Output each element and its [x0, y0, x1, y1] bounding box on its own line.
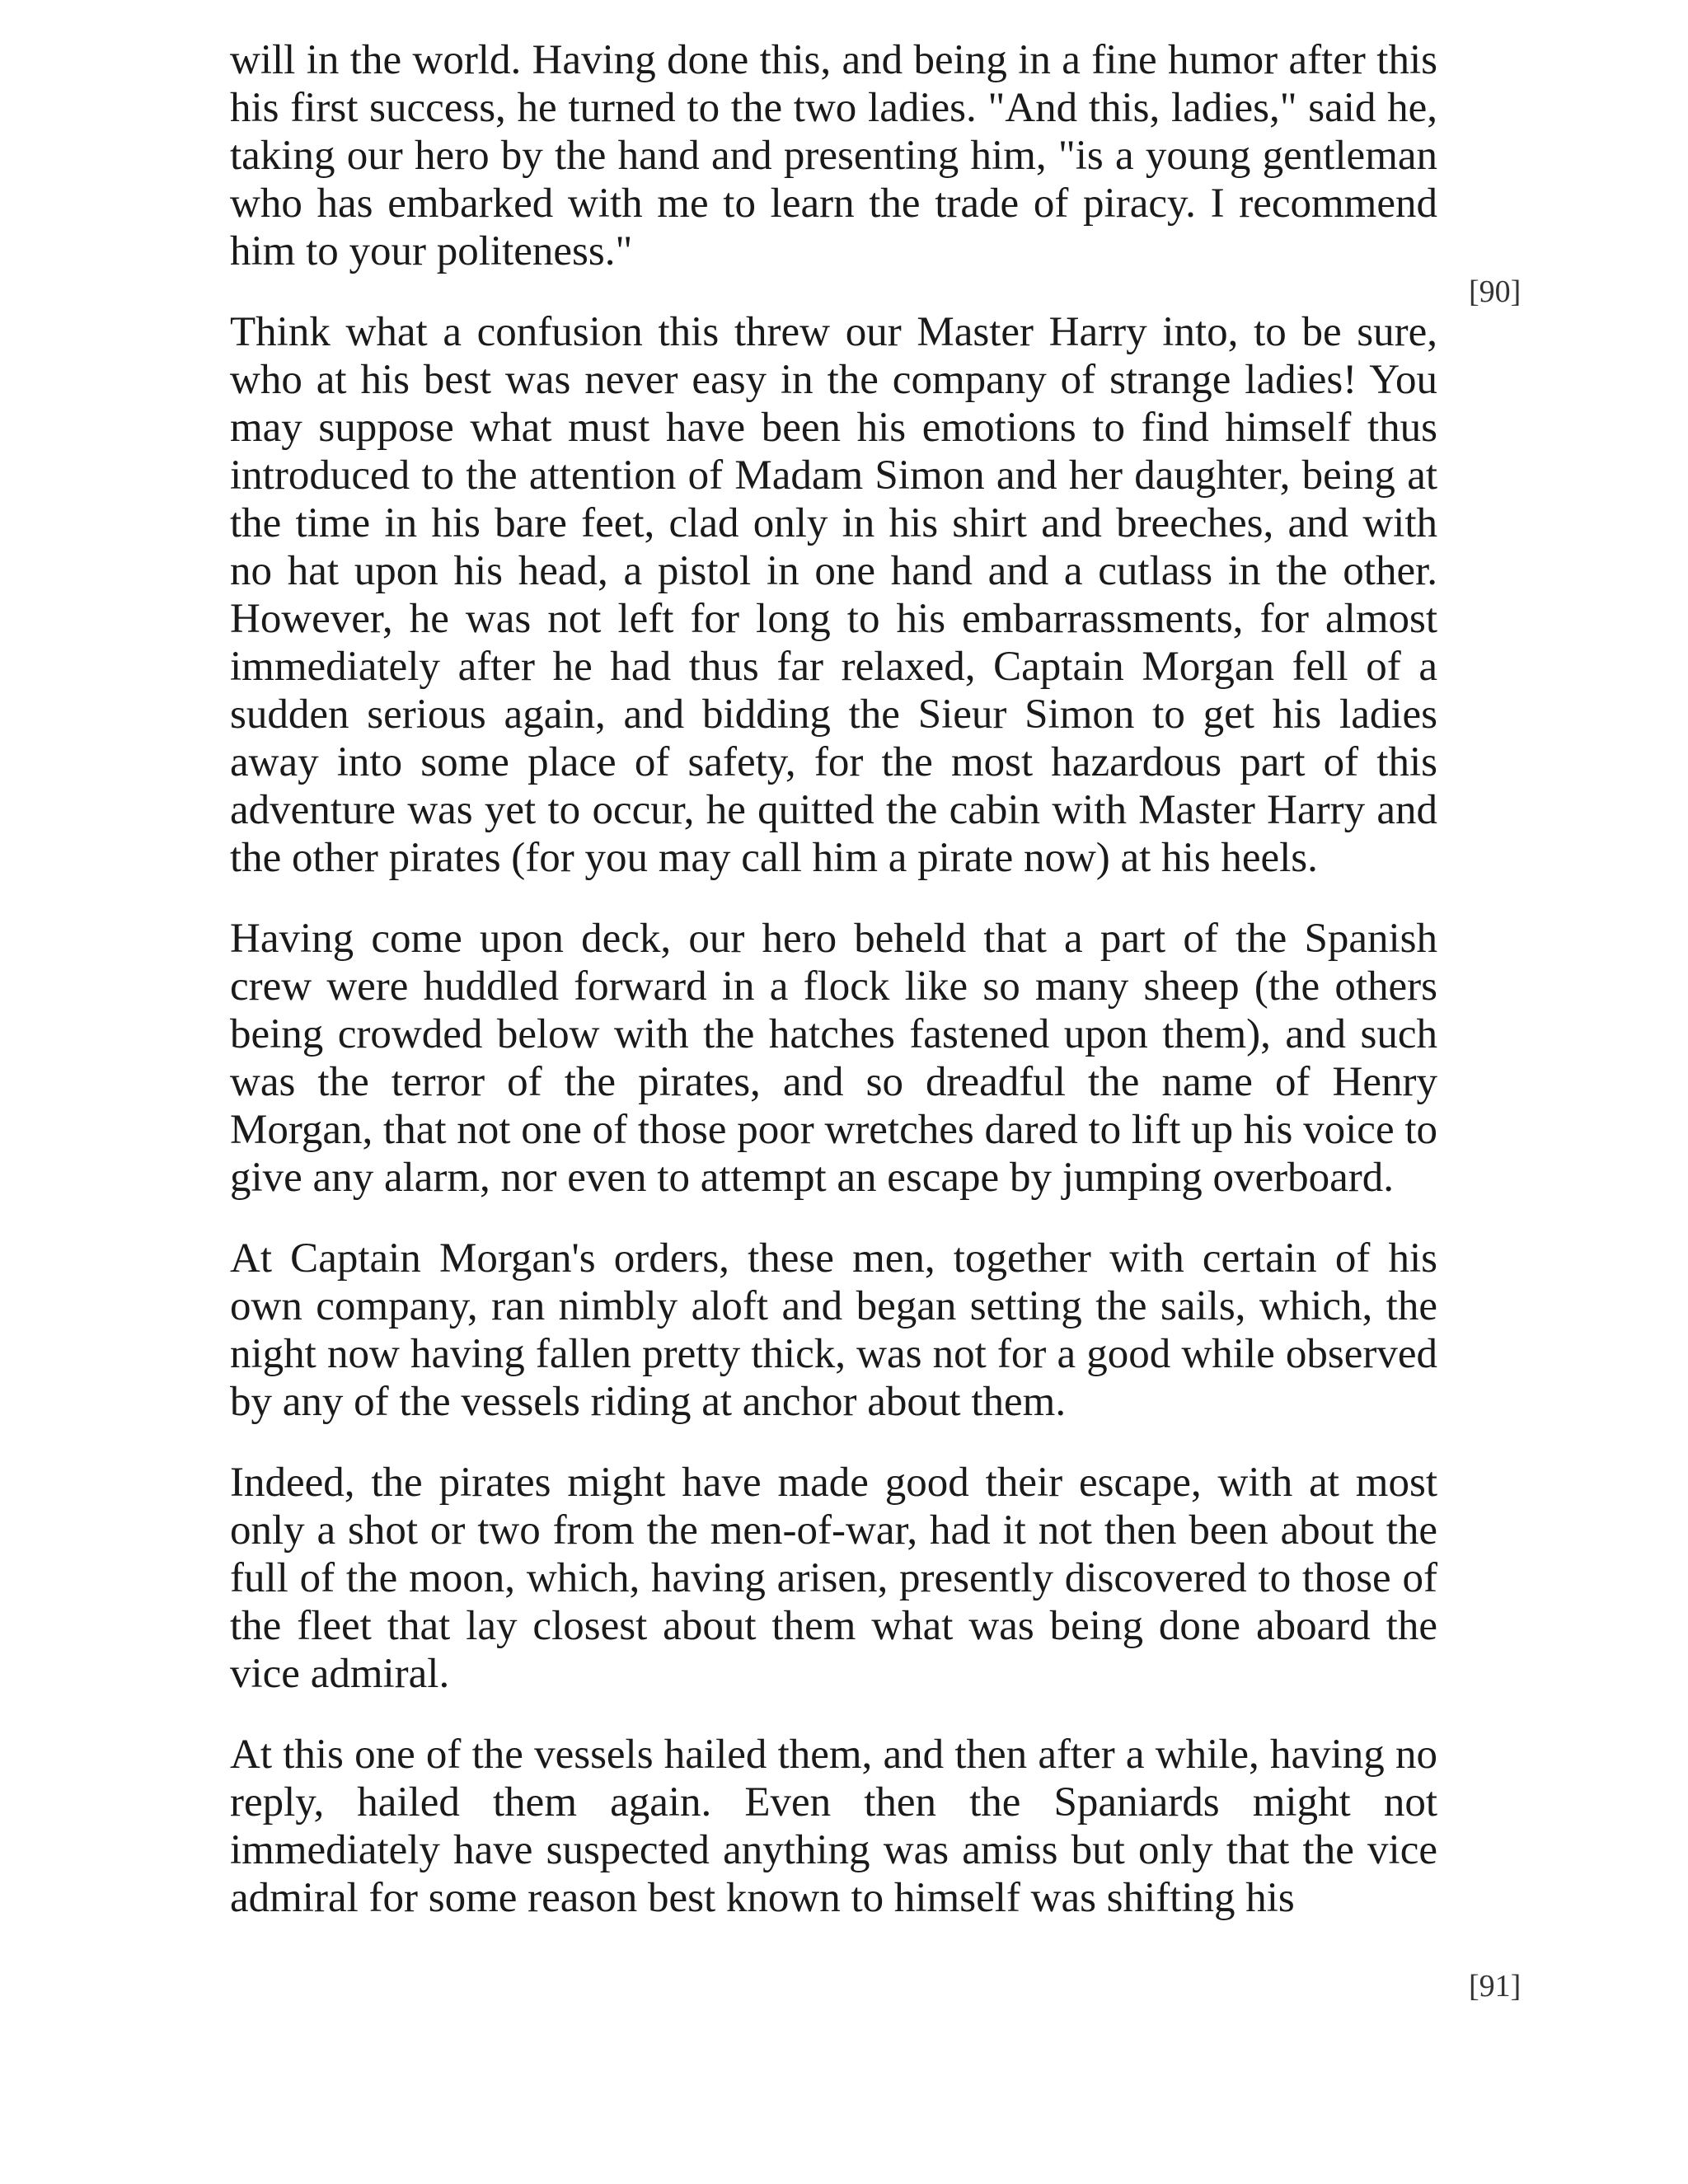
page-number-90: [90] — [1469, 274, 1522, 309]
paragraph-1: will in the world. Having done this, and being in a fine humor after this his first success, he turned to the two ladies. "And this, ladies," said he, taking our hero by the hand and presenting him, "is a young gentleman who has embarked with me to learn the trade of piracy. I recommend him to your politeness." — [230, 37, 1437, 274]
paragraph-2: Think what a confusion this threw our Master Harry into, to be sure, who at his best was never easy in the company of strange ladies! You may suppose what must have been his emotions to find himself thus introduced to the attention of Madam Simon and her daughter, being at the time in his bare feet, clad only in his shirt and breeches, and with no hat upon his head, a pistol in one hand and a cutlass in the other. However, he was not left for long to his embarrassments, for almost immediately after he had thus far relaxed, Captain Morgan fell of a sudden serious again, and bidding the Sieur Simon to get his ladies away into some place of safety, for the most hazardous part of this adventure was yet to occur, he quitted the cabin with Master Harry and the other pirates (for you may call him a pirate now) at his heels. — [230, 309, 1437, 881]
paragraph-5: Indeed, the pirates might have made good their escape, with at most only a shot or two from the men-of-war, had it not then been about the full of the moon, which, having arisen, presently discovered to those of the fleet that lay closest about them what was being done aboard the vice admiral. — [230, 1460, 1437, 1697]
paragraph-4: At Captain Morgan's orders, these men, together with certain of his own company, ran nimbly aloft and began setting the sails, which, the night now having fallen pretty thick, was not for a good while observed by any of the vessels riding at anchor about them. — [230, 1235, 1437, 1425]
paragraph-6: At this one of the vessels hailed them, and then after a while, having no reply, hailed them again. Even then the Spaniards might not immediately have suspected anything was amiss but only that the vice admiral for some reason best known to himself was shifting his — [230, 1732, 1437, 1921]
page-number-91: [91] — [1469, 1969, 1522, 2004]
paragraph-3: Having come upon deck, our hero beheld that a part of the Spanish crew were huddled forward in a flock like so many sheep (the others being crowded below with the hatches fastened upon them), and such was the terror of the pirates, and so dreadful the name of Henry Morgan, that not one of those poor wretches dared to lift up his voice to give any alarm, nor even to attempt an escape by jumping overboard. — [230, 916, 1437, 1201]
page-text — [230, 36, 1437, 1922]
